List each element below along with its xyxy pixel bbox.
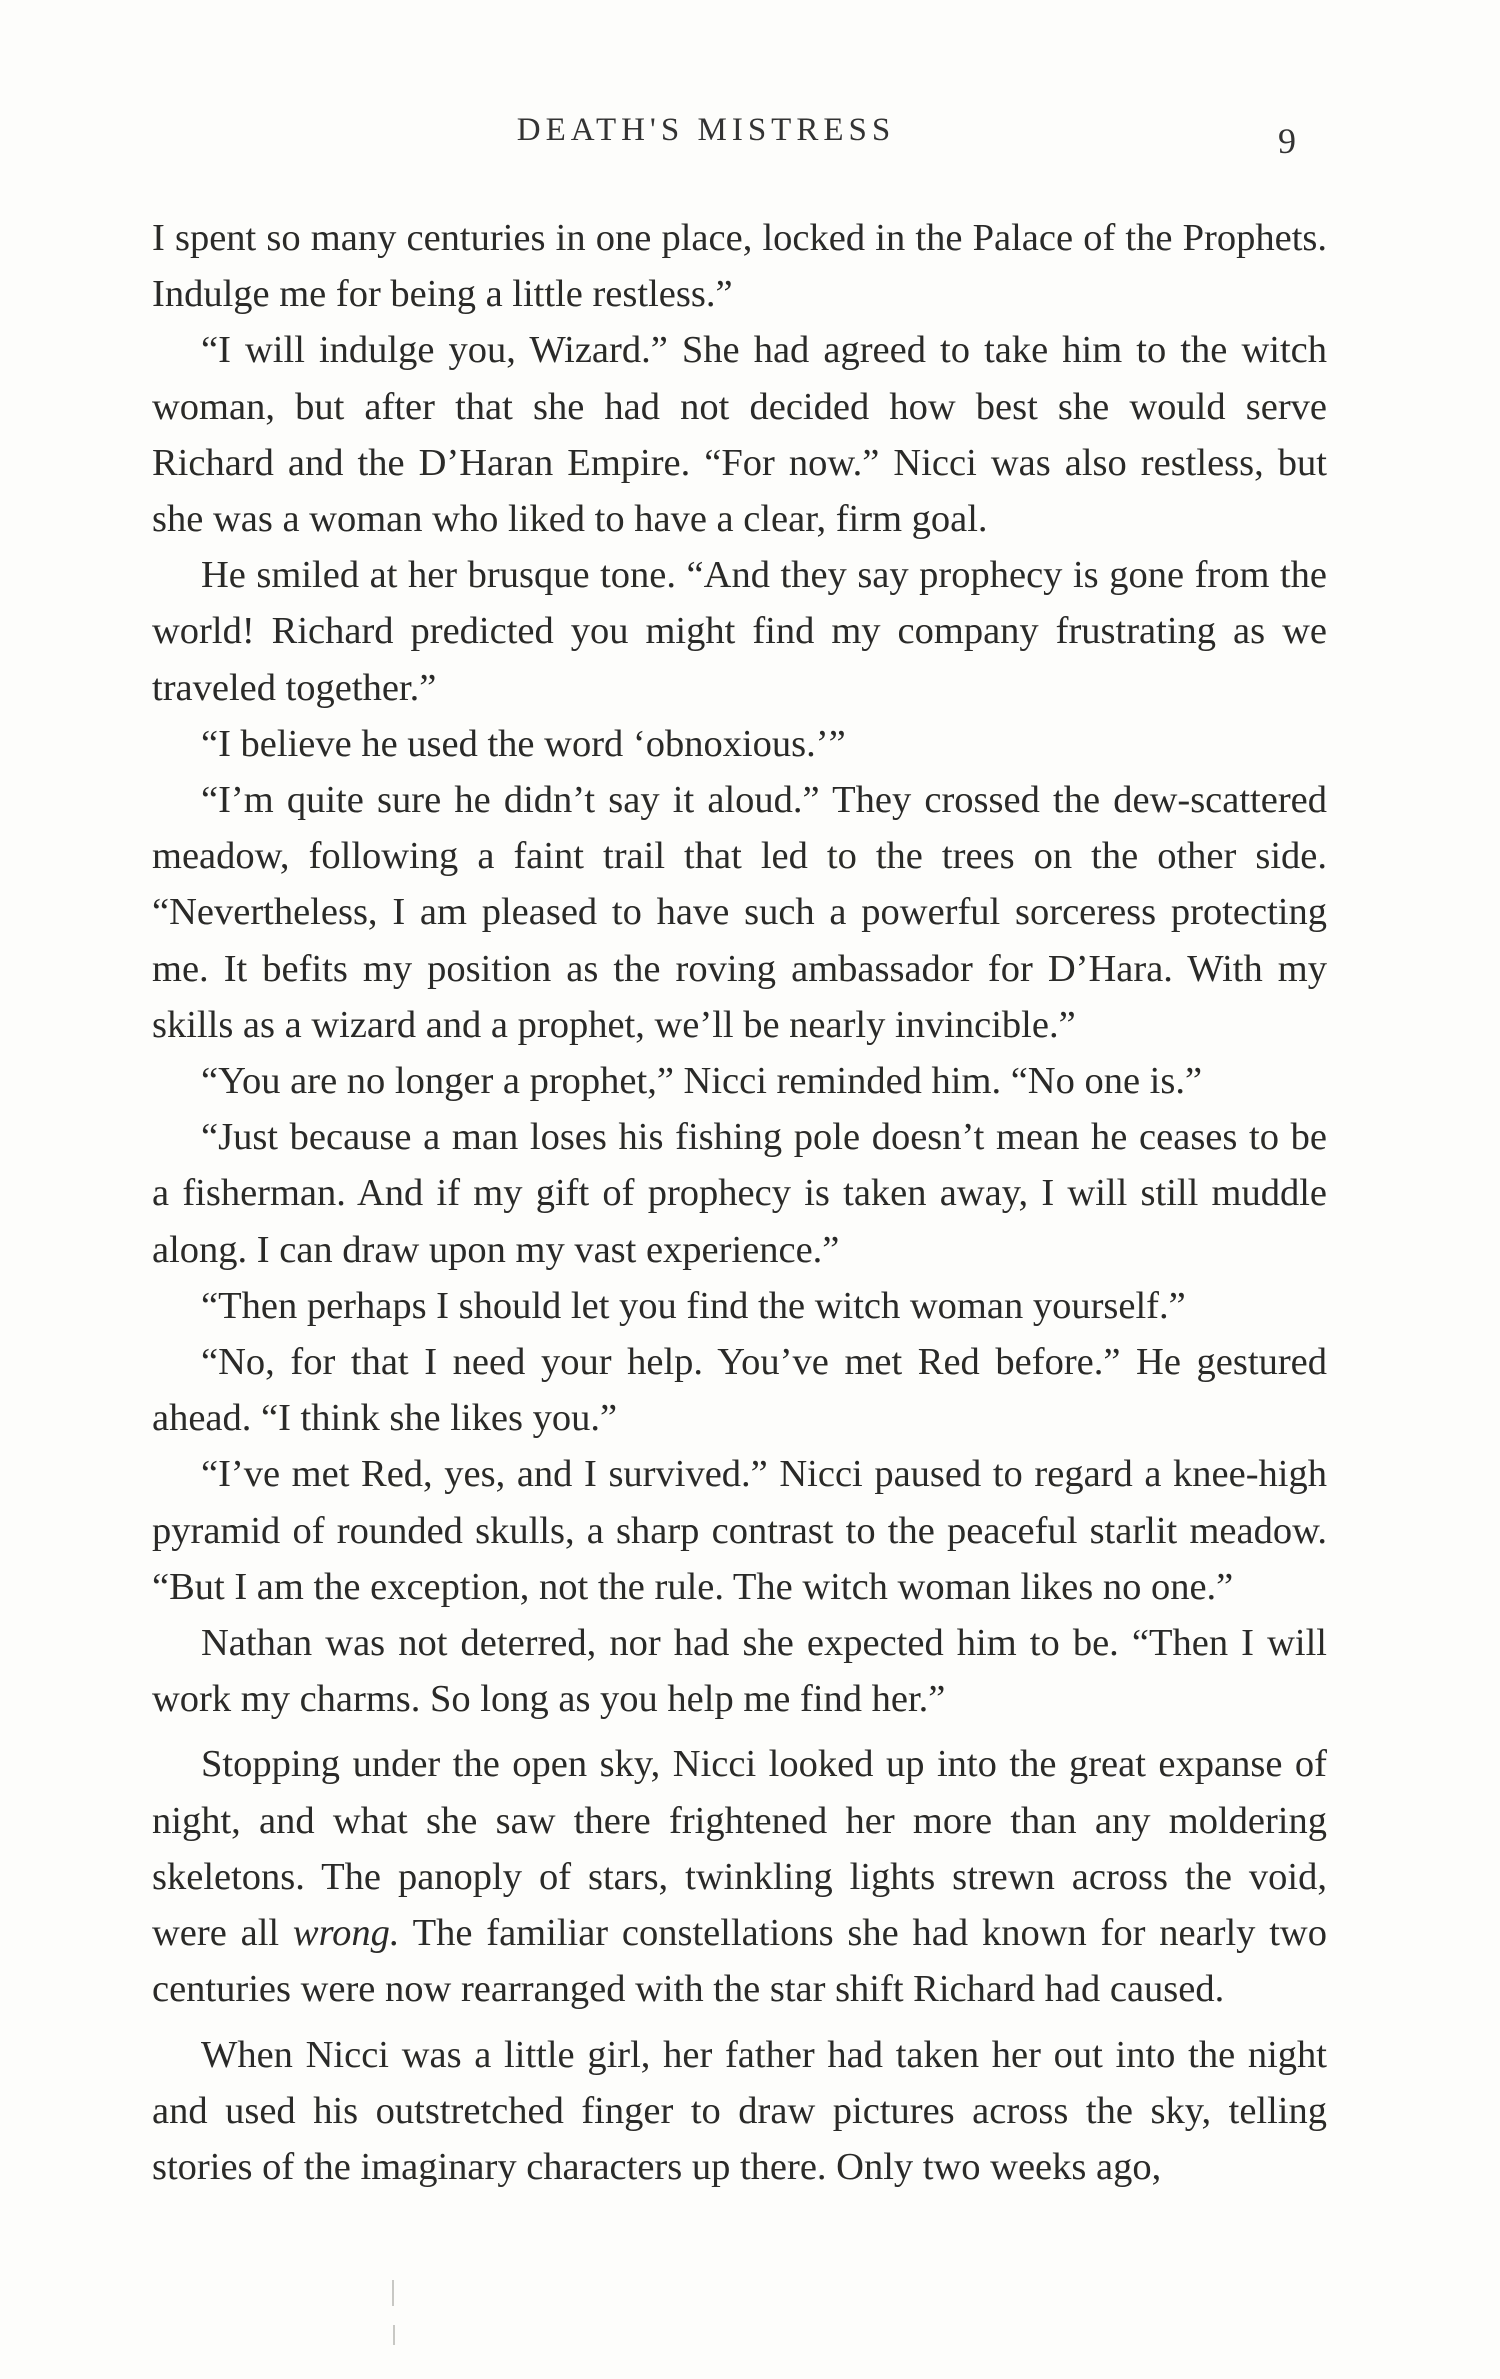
emphasis-text: wrong.: [292, 1912, 400, 1955]
paragraph-text: Stopping under the open sky, Nicci looked up into the great expanse of night, and what she saw there frightened her more than any moldering skeletons. The panoply of stars, twinkling lights strewn across the void, were all: [152, 1743, 1327, 1955]
paragraph: “No, for that I need your help. You’ve met Red before.” He gestured ahead. “I think she likes you.”: [152, 1341, 1327, 1440]
paragraph: “I’m quite sure he didn’t say it aloud.” They crossed the dew-scattered meadow, following a faint trail that led to the trees on the other side. “Nevertheless, I am pleased to have such a powerful sorceress protecting me. It befits my position as the roving ambassador for D’Hara. With my skills as a wizard and a prophet, we’ll be nearly invincible.”: [152, 779, 1327, 1046]
running-title: DEATH'S MISTRESS: [516, 112, 896, 148]
paragraph: “I’ve met Red, yes, and I survived.” Nicci paused to regard a knee-high pyramid of rounded skulls, a sharp contrast to the peaceful starlit meadow. “But I am the exception, not the rule. The witch woman likes no one.”: [152, 1453, 1327, 1608]
paragraph: “I believe he used the word ‘obnoxious.’”: [201, 722, 846, 765]
paragraph: “Then perhaps I should let you find the witch woman yourself.”: [201, 1284, 1186, 1327]
scan-artifact-line: [393, 2325, 395, 2345]
page-number: 9: [1278, 121, 1296, 161]
paragraph: “You are no longer a prophet,” Nicci reminded him. “No one is.”: [201, 1060, 1203, 1103]
paragraph: I spent so many centuries in one place, locked in the Palace of the Prophets. Indulge me for being a little restless.”: [152, 217, 1327, 316]
paragraph-text: The familiar constellations she had known for nearly two centuries were now rearranged with the star shift Richard had caused.: [152, 1912, 1327, 2011]
paragraph: He smiled at her brusque tone. “And they say prophecy is gone from the world! Richard predicted you might find my company frustrating as we traveled together.”: [152, 554, 1327, 709]
paragraph: “I will indulge you, Wizard.” She had agreed to take him to the witch woman, but after that she had not decided how best she would serve Richard and the D’Haran Empire. “For now.” Nicci was also restless, but she was a woman who liked to have a clear, firm goal.: [152, 329, 1327, 541]
paragraph: Nathan was not deterred, nor had she expected him to be. “Then I will work my charms. So long as you help me find her.”: [152, 1622, 1327, 1721]
paragraph: When Nicci was a little girl, her father had taken her out into the night and used his outstretched finger to draw pictures across the sky, telling stories of the imaginary characters up there. Only two weeks ago,: [152, 2033, 1327, 2188]
paragraph: “Just because a man loses his fishing pole doesn’t mean he ceases to be a fisherman. And if my gift of prophecy is taken away, I will still muddle along. I can draw upon my vast experience.”: [152, 1116, 1327, 1271]
paragraph: [152, 1736, 1327, 2017]
body-text: [152, 210, 1327, 2195]
scan-artifact-line: [392, 2280, 394, 2306]
